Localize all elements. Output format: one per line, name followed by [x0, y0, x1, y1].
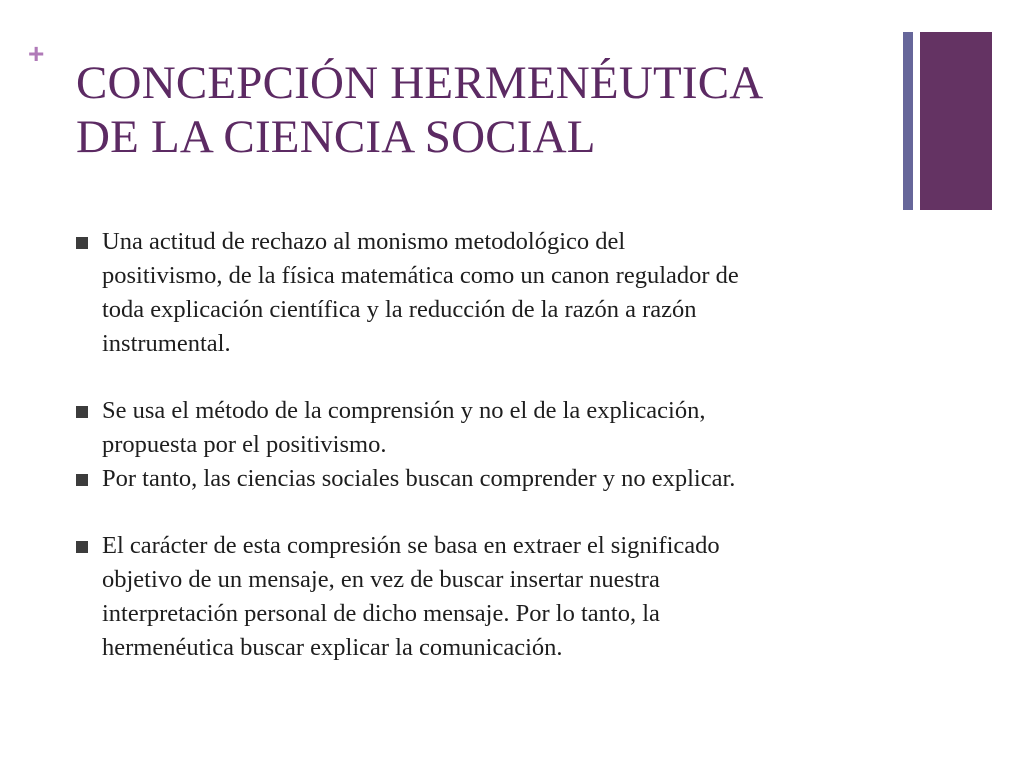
slide-body	[76, 225, 956, 665]
bullet-square-icon	[76, 237, 88, 249]
bullet-text-line: hermenéutica buscar explicar la comunicación.	[102, 634, 563, 661]
decorative-bar-thick	[920, 32, 992, 210]
bullet-text-line: interpretación personal de dicho mensaje. Por lo tanto, la	[102, 600, 660, 627]
bullet-text-line: Una actitud de rechazo al monismo metodológico del	[102, 228, 626, 255]
bullet-item	[76, 225, 956, 361]
spacer	[76, 496, 956, 529]
slide-title	[76, 56, 876, 164]
bullet-square-icon	[76, 406, 88, 418]
bullet-item	[76, 462, 956, 496]
bullet-text-line: propuesta por el positivismo.	[102, 431, 387, 458]
spacer	[76, 361, 956, 394]
bullet-text-line: positivismo, de la física matemática como un canon regulador de	[102, 262, 739, 289]
bullet-text-line: El carácter de esta compresión se basa en extraer el significado	[102, 532, 720, 559]
plus-mark-icon: +	[28, 38, 45, 69]
title-line-2: DE LA CIENCIA SOCIAL	[76, 111, 596, 163]
bullet-text-line: instrumental.	[102, 330, 231, 357]
title-line-1: CONCEPCIÓN HERMENÉUTICA	[76, 57, 764, 109]
bullet-text-line: Por tanto, las ciencias sociales buscan comprender y no explicar.	[102, 465, 736, 492]
decorative-bar-thin	[903, 32, 913, 210]
bullet-text-line: objetivo de un mensaje, en vez de buscar insertar nuestra	[102, 566, 660, 593]
bullet-text-line: Se usa el método de la comprensión y no el de la explicación,	[102, 397, 706, 424]
bullet-square-icon	[76, 541, 88, 553]
bullet-item	[76, 529, 956, 665]
bullet-text-line: toda explicación científica y la reducción de la razón a razón	[102, 296, 697, 323]
bullet-item	[76, 394, 956, 462]
bullet-square-icon	[76, 474, 88, 486]
